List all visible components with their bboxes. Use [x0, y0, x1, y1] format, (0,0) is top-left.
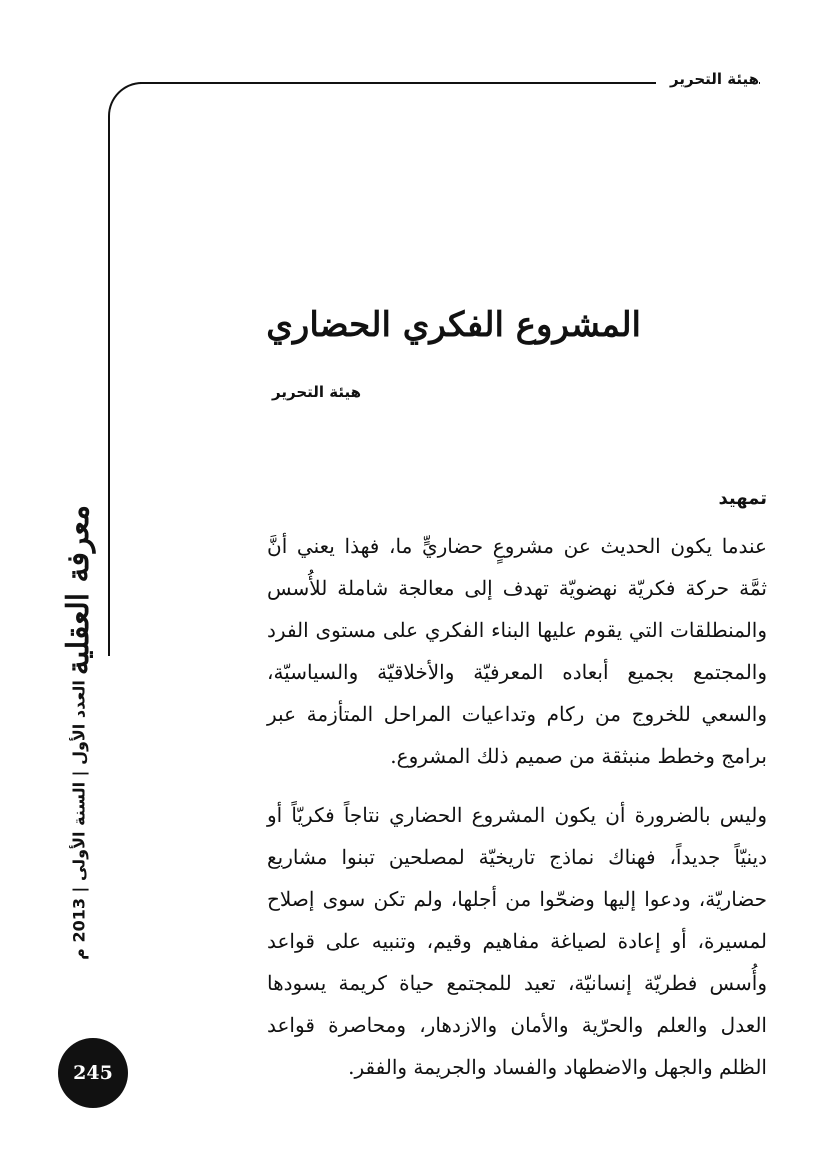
journal-logo: معرفة العقلية — [61, 504, 96, 676]
article-title: المشروع الفكري الحضاري — [266, 305, 641, 345]
frame-corner — [108, 82, 148, 122]
body-paragraph: وليس بالضرورة أن يكون المشروع الحضاري نتاجاً فكريّاً أو دينيّاً جديداً، فهناك نماذج تاريخيّة لمصلحين تبنوا مشاريع حضاريّة، ودعوا إليها وضحّوا من أجلها، ولم تكن سوى إصلاح لمسيرة، أو إعادة لصياغة مفاهيم وقيم، وتنبيه على قواعد وأُسس فطريّة إنسانيّة، تعيد للمجتمع حياة كريمة يسودها العدل والعلم والحرّية والأمان والازدهار، ومحاصرة قواعد الظلم والجهل والاضطهاد والفساد والجريمة والفقر. — [267, 803, 768, 1079]
running-head: هيئة التحرير — [656, 70, 759, 88]
page-number-badge — [58, 1038, 128, 1108]
body-paragraph: عندما يكون الحديث عن مشروعٍ حضاريٍّ ما، فهذا يعني أنَّ ثمَّة حركة فكريّة نهضويّة تهدف إلى معالجة شاملة للأُسس والمنطلقات التي يقوم عليها البناء الفكري على مستوى الفرد والمجتمع بجميع أبعاده المعرفيّة والأخلاقيّة والسياسيّة، والسعي للخروج من ركام وتداعيات المراحل المتأزمة عبر برامج وخطط منبثقة من صميم ذلك المشروع. — [267, 534, 767, 768]
section-heading: تمهيد — [718, 488, 767, 509]
journal-sidebar — [34, 504, 124, 960]
page-number: 245 — [73, 1062, 113, 1084]
author-name: هيئة التحرير — [272, 383, 361, 401]
issue-info: العدد الأول | السنة الأولى | 2013 م — [69, 680, 89, 960]
